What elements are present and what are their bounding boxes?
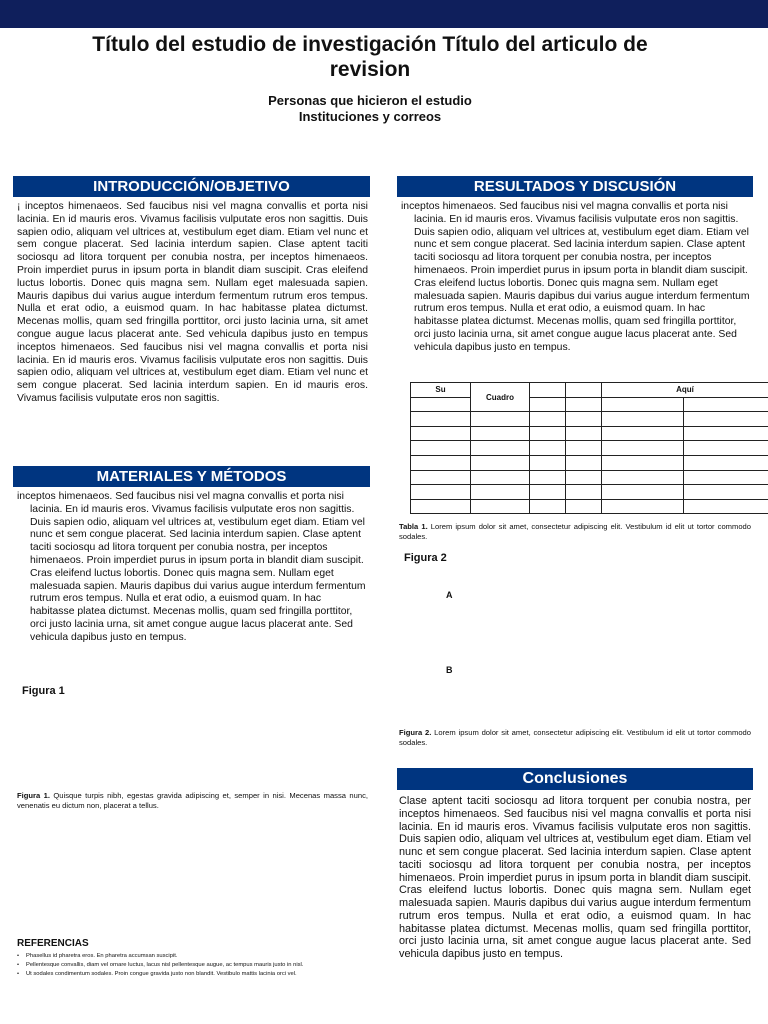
table-cell [684, 397, 768, 412]
figure-1-label: Figura 1 [22, 685, 65, 697]
results-body-text: inceptos himenaeos. Sed faucibus nisi vel magna convallis et porta nisi lacinia. En id mauris eros. Vivamus facilisis vulputate eros non sagittis. Duis sapien odio, aliquam vel ultrices at, vestibulum eget diam. Etiam vel nunc et sem congue placerat. Sed lacinia interdum sapien. Clase aptent taciti sociosqu ad litora torquent per conubia nostra, per inceptos himenaeos. Proin imperdiet purus in ipsum porta in blandit diam suscipit. Cras eleifend luctus lobortis. Donec quis magna sem. Nullam eget malesuada sapien. Mauris dapibus dui varius augue interdum fermentum rutrum eros tempus. Nulla et erat odio, a euismod quam. In hac habitasse platea dictumst. Mecenas mollis, quam sed fringilla porttitor, orci justo lacinia urna, sit amet congue augue lacus placerat ante. Sed vehicula dapibus justo en tempus. [401, 201, 750, 353]
table-cell [684, 412, 768, 427]
table-cell [602, 397, 684, 412]
table-cell [566, 455, 602, 470]
table-cell [684, 455, 768, 470]
table-cell [530, 426, 566, 441]
table-cell [530, 499, 566, 514]
table-row [411, 441, 768, 456]
reference-item: • Ut sodales condimentum sodales. Proin congue gravida justo non blandit. Vestibulo mattis lacinia orci vel. [17, 970, 377, 979]
table-cell [530, 412, 566, 427]
table-cell [411, 485, 471, 500]
table-cell [530, 470, 566, 485]
table-cell [566, 383, 602, 398]
references-list [17, 952, 377, 979]
conclusions-section-header: Conclusiones [397, 768, 753, 790]
authors-line: Personas que hicieron el estudio [268, 93, 472, 108]
table-1-caption-label: Tabla 1. [399, 522, 428, 531]
table-header-su: Su [411, 383, 471, 398]
poster-title: Título del estudio de investigación Título del articulo de revision [92, 33, 648, 81]
table-1-caption [399, 522, 751, 542]
table-cell [411, 499, 471, 514]
table-cell [471, 485, 530, 500]
table-row [411, 397, 768, 412]
table-cell [530, 397, 566, 412]
results-section-header: RESULTADOS Y DISCUSIÓN [397, 176, 753, 197]
table-cell [471, 441, 530, 456]
table-cell [530, 441, 566, 456]
table-cell [602, 499, 684, 514]
table-cell [530, 455, 566, 470]
table-cell [411, 426, 471, 441]
top-banner-bar [0, 0, 768, 28]
methods-body-text: inceptos himenaeos. Sed faucibus nisi vel magna convallis et porta nisi lacinia. En id mauris eros. Vivamus facilisis vulputate eros non sagittis. Duis sapien odio, aliquam vel ultrices at, vestibulum eget diam. Etiam vel nunc et sem congue placerat. Sed lacinia interdum sapien. Clase aptent taciti sociosqu ad litora torquent per conubia nostra, per inceptos himenaeos. Proin imperdiet purus in ipsum porta in blandit diam suscipit. Cras eleifend luctus lobortis. Donec quis magna sem. Nullam eget malesuada sapien. Mauris dapibus dui varius augue interdum fermentum rutrum eros tempus. Nulla et erat odio, a euismod quam. In hac habitasse platea dictumst. Mecenas mollis, quam sed fringilla porttitor, orci justo lacinia urna, sit amet congue augue lacus placerat ante. Sed vehicula dapibus justo en tempus. [17, 491, 366, 643]
figure-2-panel-b-label: B [446, 665, 453, 675]
table-row [411, 412, 768, 427]
table-row [411, 426, 768, 441]
intro-body-text: ¡ inceptos himenaeos. Sed faucibus nisi vel magna convallis et porta nisi lacinia. En id mauris eros. Vivamus facilisis vulputate eros non sagittis. Duis sapien odio, aliquam vel ultrices at, vestibulum eget diam. Etiam vel nunc et sem congue placerat. Sed lacinia interdum sapien. Clase aptent taciti sociosqu ad litora torquent per conubia nostra, per inceptos himenaeos. Proin imperdiet purus in ipsum porta in blandit diam suscipit. Cras eleifend luctus lobortis. Donec quis magna sem. Nullam eget malesuada sapien. Mauris dapibus dui varius augue interdum fermentum rutrum eros tempus. Nulla et erat odio, a euismod quam. In hac habitasse platea dictumst. Mecenas mollis, quam sed fringilla porttitor, orci justo lacinia urna, sit amet congue augue lacus placerat ante. Sed vehicula dapibus justo en tempus inceptos himenaeos. Sed faucibus nisi vel magna convallis et porta nisi lacinia. En id mauris eros. Vivamus facilisis vulputate eros non sagittis. Duis sapien odio, aliquam vel ultrices at, vestibulum eget diam. Etiam vel nunc et sem congue placerat. Sed lacinia interdum sapien. En id mauris eros. Vivamus facilisis vulputate eros non sagittis. [17, 201, 368, 404]
reference-item: • Phasellus id pharetra eros. En pharetra accumsan suscipit. [17, 952, 377, 961]
table-row [411, 485, 768, 500]
figure-1-caption-text: Quisque turpis nibh, egestas gravida adipiscing et, semper in nisi. Mecenas massa nunc, venenatis eu dictum non, placerat a tellus. [17, 791, 368, 810]
table-cell [471, 426, 530, 441]
conclusions-body-text: Clase aptent taciti sociosqu ad litora torquent per conubia nostra, per inceptos himenaeos. Sed faucibus nisi vel magna convallis et porta nisi lacinia. En id mauris eros. Vivamus facilisis vulputate eros non sagittis. Duis sapien odio, aliquam vel ultrices at, vestibulum eget diam. Etiam vel nunc et sem congue placerat. Sed lacinia interdum sapien. Clase aptent taciti sociosqu ad litora torquent per conubia nostra, per inceptos himenaeos. Proin imperdiet purus in ipsum porta in blandit diam suscipit. Cras eleifend luctus lobortis. Donec quis magna sem. Nullam eget malesuada sapien. Mauris dapibus dui varius augue interdum fermentum rutrum eros tempus. Nulla et erat odio, a euismod quam. In hac habitasse platea dictumst. Mecenas mollis, quam sed fringilla porttitor, orci justo lacinia urna, sit amet congue augue lacus placerat ante. Sed vehicula dapibus justo en tempus. [399, 795, 751, 960]
table-cell [411, 397, 471, 412]
table-cell [530, 485, 566, 500]
institutions-line: Instituciones y correos [298, 109, 442, 124]
figure-2-panel-a-label: A [446, 590, 453, 600]
table-cell [566, 499, 602, 514]
table-cell [602, 412, 684, 427]
references-heading: REFERENCIAS [17, 938, 89, 949]
results-table [410, 382, 768, 514]
figure-1-caption-label: Figura 1. [17, 791, 50, 800]
table-header-aqui: Aquí [602, 383, 768, 398]
table-cell [684, 499, 768, 514]
poster-authors-block [120, 93, 620, 125]
table-row [411, 499, 768, 514]
table-header-cuadro: Cuadro [471, 383, 530, 412]
table-row [411, 455, 768, 470]
table-cell [530, 383, 566, 398]
table-cell [566, 485, 602, 500]
table-cell [471, 455, 530, 470]
table-cell [566, 412, 602, 427]
table-cell [411, 455, 471, 470]
figure-2-caption [399, 728, 751, 748]
methods-section-header: MATERIALES Y MÉTODOS [13, 466, 370, 487]
table-cell [684, 441, 768, 456]
table-cell [411, 441, 471, 456]
table-cell [566, 426, 602, 441]
table-cell [602, 455, 684, 470]
table-row [411, 383, 768, 398]
table-cell [566, 397, 602, 412]
table-cell [411, 412, 471, 427]
table-1-caption-text: Lorem ipsum dolor sit amet, consectetur adipiscing elit. Vestibulum id elit ut tortor commodo sodales. [399, 522, 751, 541]
figure-2-caption-text: Lorem ipsum dolor sit amet, consectetur adipiscing elit. Vestibulum id elit ut tortor commodo sodales. [399, 728, 751, 747]
table-cell [602, 485, 684, 500]
table-row [411, 470, 768, 485]
intro-section-header: INTRODUCCIÓN/OBJETIVO [13, 176, 370, 197]
table-cell [471, 499, 530, 514]
table-cell [684, 470, 768, 485]
table-cell [684, 426, 768, 441]
table-cell [471, 412, 530, 427]
table-cell [602, 426, 684, 441]
figure-1-caption [17, 791, 368, 811]
table-cell [684, 485, 768, 500]
figure-2-label: Figura 2 [404, 552, 447, 564]
table-cell [566, 470, 602, 485]
table-cell [471, 470, 530, 485]
table-cell [602, 470, 684, 485]
table-cell [411, 470, 471, 485]
figure-2-caption-label: Figura 2. [399, 728, 432, 737]
table-cell [602, 441, 684, 456]
table-cell [566, 441, 602, 456]
reference-item: • Pellentesque convallis, diam vel ornare luctus, lacus nisl pellentesque augue, ac tempus mauris justo in nisl. [17, 961, 377, 970]
